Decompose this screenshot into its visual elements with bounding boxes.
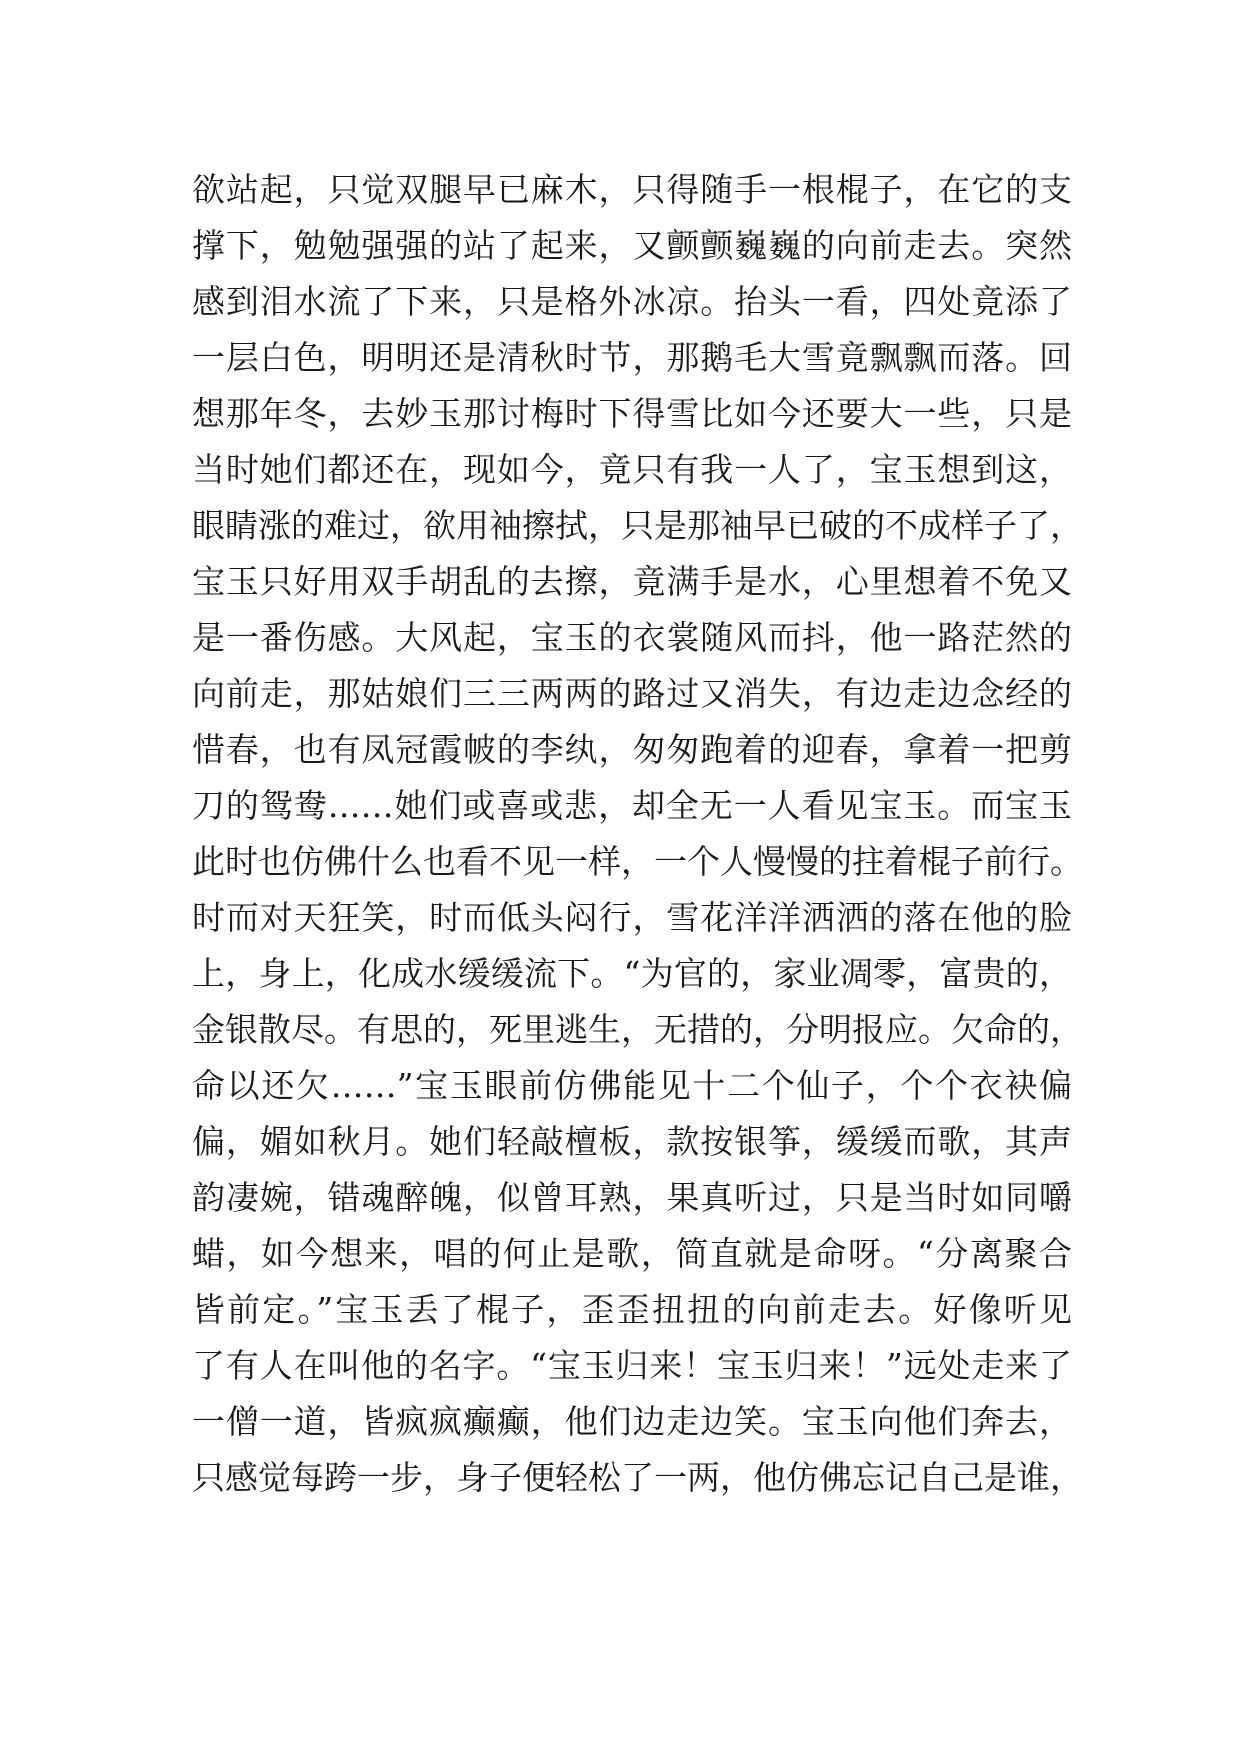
text-line: 只感觉每跨一步，身子便轻松了一两，他仿佛忘记自己是谁，: [192, 1458, 1083, 1497]
text-line: 刀的鸳鸯……她们或喜或悲，却全无一人看见宝玉。而宝玉: [192, 786, 1072, 825]
text-line: 向前走，那姑娘们三三两两的路过又消失，有边走边念经的: [192, 674, 1072, 713]
text-line: 撑下，勉勉强强的站了起来，又颤颤巍巍的向前走去。突然: [192, 226, 1072, 265]
text-line: 惜春，也有凤冠霞帔的李纨，匆匆跑着的迎春，拿着一把剪: [192, 730, 1072, 769]
text-line: 命以还欠……”宝玉眼前仿佛能见十二个仙子，个个衣袂偏: [192, 1066, 1072, 1105]
text-line: 一层白色，明明还是清秋时节，那鹅毛大雪竟飘飘而落。回: [192, 338, 1072, 377]
text-line: 皆前定。”宝玉丢了棍子，歪歪扭扭的向前走去。好像听见: [192, 1290, 1072, 1329]
text-line: 上，身上，化成水缓缓流下。“为官的，家业凋零，富贵的，: [192, 954, 1072, 993]
text-line: 是一番伤感。大风起，宝玉的衣裳随风而抖，他一路茫然的: [192, 618, 1072, 657]
text-line: 感到泪水流了下来，只是格外冰凉。抬头一看，四处竟添了: [192, 282, 1072, 321]
text-line: 此时也仿佛什么也看不见一样，一个人慢慢的拄着棍子前行。: [192, 842, 1083, 881]
text-line: 韵凄婉，错魂醉魄，似曾耳熟，果真听过，只是当时如同嚼: [192, 1178, 1072, 1217]
text-line: 金银散尽。有思的，死里逃生，无措的，分明报应。欠命的，: [192, 1010, 1083, 1049]
text-line: 眼睛涨的难过，欲用袖擦拭，只是那袖早已破的不成样子了，: [192, 506, 1083, 545]
text-line: 偏，媚如秋月。她们轻敲檀板，款按银筝，缓缓而歌，其声: [192, 1122, 1072, 1161]
text-line: 想那年冬，去妙玉那讨梅时下得雪比如今还要大一些，只是: [192, 394, 1072, 433]
text-line: 一僧一道，皆疯疯癫癫，他们边走边笑。宝玉向他们奔去，: [192, 1402, 1072, 1441]
text-line: 时而对天狂笑，时而低头闷行，雪花洋洋洒洒的落在他的脸: [192, 898, 1072, 937]
text-line: 当时她们都还在，现如今，竟只有我一人了，宝玉想到这，: [192, 450, 1072, 489]
text-line: 蜡，如今想来，唱的何止是歌，简直就是命呀。“分离聚合: [192, 1234, 1072, 1273]
text-line: 宝玉只好用双手胡乱的去擦，竟满手是水，心里想着不免又: [192, 562, 1072, 601]
body-text: [192, 162, 1083, 1506]
text-line: 欲站起，只觉双腿早已麻木，只得随手一根棍子，在它的支: [192, 170, 1072, 209]
text-line: 了有人在叫他的名字。“宝玉归来！宝玉归来！”远处走来了: [192, 1346, 1072, 1385]
